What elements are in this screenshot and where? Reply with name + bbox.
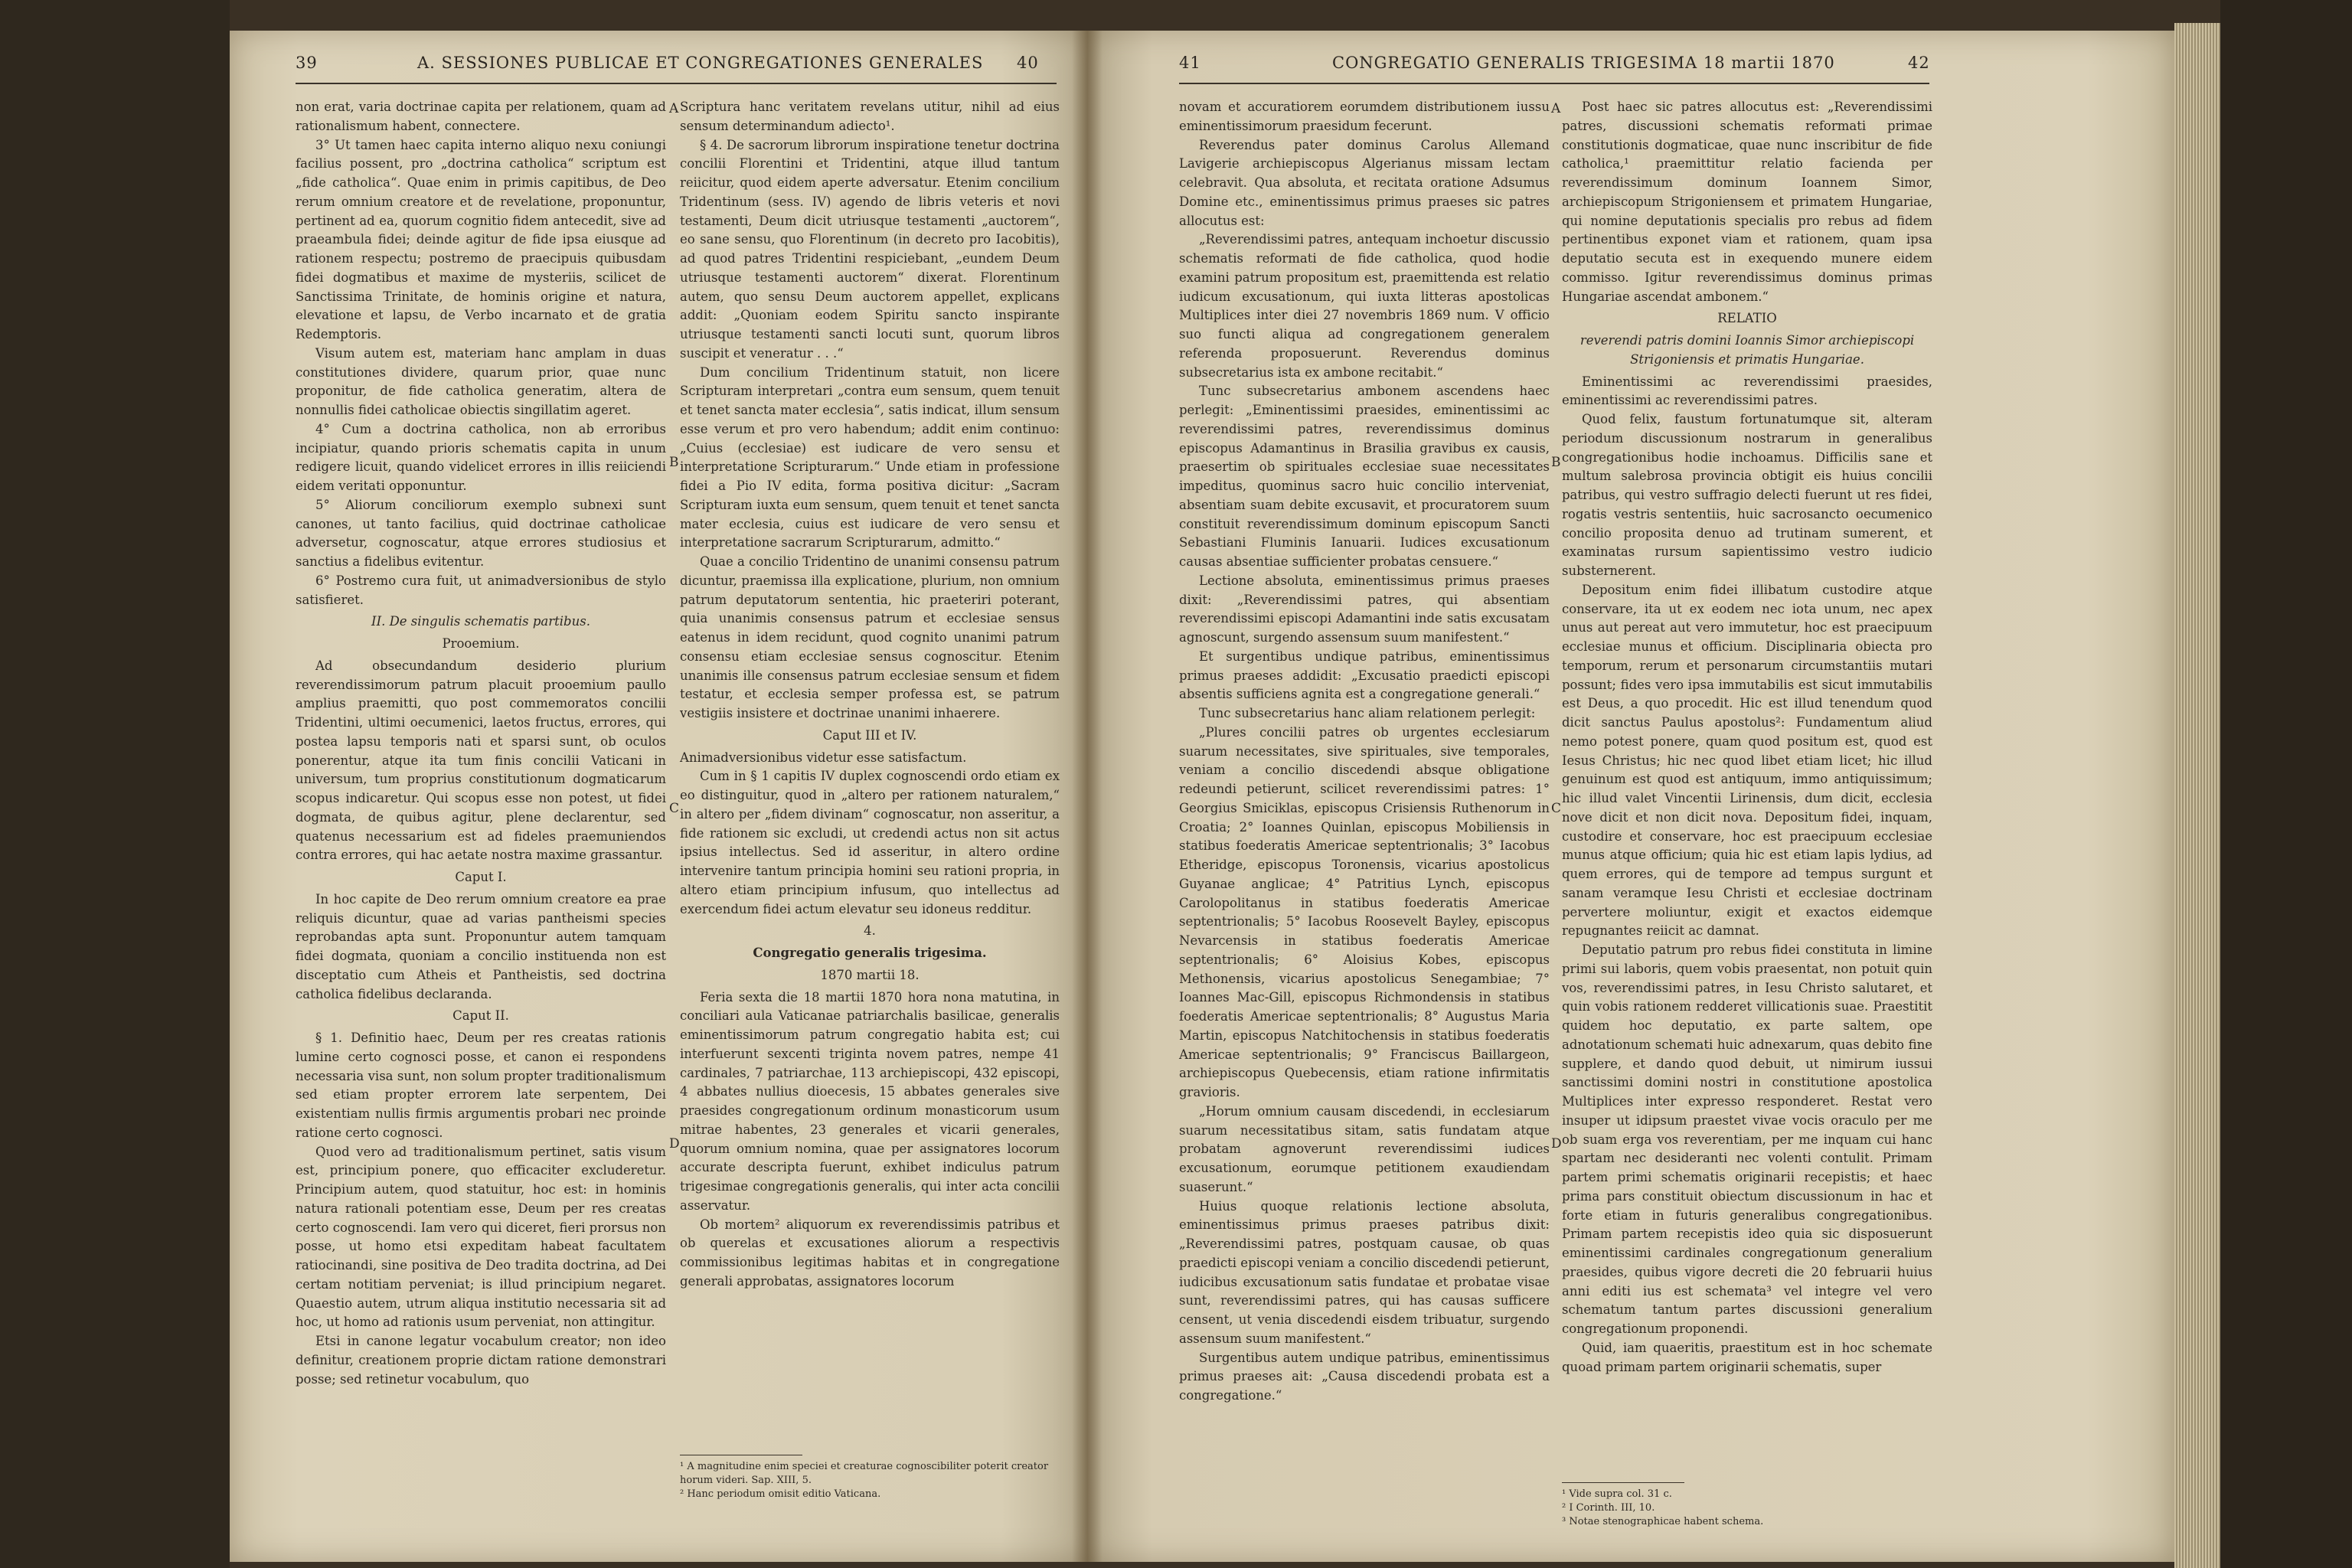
page-edges — [2174, 23, 2220, 1568]
paragraph: Depositum enim fidei illibatum custodire atque conservare, ita ut ex eodem nec iota unum, nec apex unus aut pereat aut vero immutetur, hoc est praecipuum ecclesiae munus et officium. Disciplinaria obiecta pro temporum, rerum et personarum circumstantiis mutari possunt; fides vero ipsa immutabilis est sicut immutabilis est Deus, a quo procedit. Hic est illud tenendum quod dicit sanctus Paulus apostolus²: Fundamentum aliud nemo potest ponere, quam quod positum est, quod est Iesus Christus; hic nec quod libet etiam licet; hic illud genuinum est quod est antiquum, immo antiquissimum; hic illud valet Vincentii Lirinensis, dum dicit, ecclesia nove dicit et non dicit nova. Depositum fidei, inquam, custodire et conservare, hoc est praecipuum ecclesiae munus atque officium; quia hic est etiam lapis lydius, ad quem errores, qui de tempore ad tempus surgunt et sanam veramque Iesu Christi et ecclesiae doctrinam pervertere moliuntur, exigit et exactos eidemque repugnantes reiicit ac damnat. — [1562, 582, 1932, 939]
margin-marker-a-left: A — [669, 101, 679, 116]
paragraph: Tunc subsecretarius ambonem ascendens haec perlegit: „Eminentissimi praesides, eminentissimi ac reverendissimi patres, reverendissimus dominus episcopus Adamantinus in Brasilia gravibus ex causis, praesertim ob spirituales ecclesiae suae necessitates impeditus, quominus sacro huic concilio interveniat, absentiam suam debite excusavit, et procuratorem suum constituit reverendissimum dominum episcopum Sancti Sebastiani Fluminis Ianuarii. Iudices excusationum causas absentiae sufficienter probatas censuere.“ — [1179, 384, 1550, 569]
page-number-40: 40 — [1017, 54, 1039, 72]
paragraph: Deputatio patrum pro rebus fidei constituta in limine primi sui laboris, quem vobis praesentat, non potuit quin vos, reverendissimi patres, in Iesu Christo salutaret, et quin vobis rationem redderet villicationis suae. Praestitit quidem hoc deputatio, ex parte saltem, ope adnotationum schemati huic adnexarum, quas debito fine supplere, et dando quod debuit, ut nimirum iussui sanctissimi domini nostri in constitutione apostolica Multiplices inter expresso responderet. Restat vero insuper ut idipsum praestet vivae vocis oraculo per me ob suam erga vos reverentiam, per me inquam cui hanc spartam nec desideranti nec volenti contulit. Primam partem primi schematis originarii recepistis; et haec prima pars constituit obiectum discussionum in hac et forte etiam in futuris generalibus congregationibus. Primam partem recepistis ideo quia sic disposuerunt eminentissimi cardinales congregationum generalium praesides, quibus vigore decreti die 20 februarii huius anni editi ius est schemata³ vel integre vel vero schematum tantum partes discussioni generalium congregationum proponendi. — [1562, 942, 1932, 1336]
paragraph: In hoc capite de Deo rerum omnium creatore ea prae reliquis dicuntur, quae ad varias pantheismi species reprobandas apta sunt. Proponuntur autem tamquam fidei dogmata, quoniam a concilio instituenda non est disceptatio cum Atheis et Pantheistis, sed doctrina catholica fidelibus declaranda. — [296, 891, 666, 1001]
paragraph: non erat, varia doctrinae capita per relationem, quam ad rationalismum habent, connectere. — [296, 100, 666, 133]
left-page-column-1 — [296, 98, 666, 1499]
paragraph: Et surgentibus undique patribus, eminentissimus primus praeses addidit: „Excusatio praedicti episcopi absentis sufficiens agnita est a congregatione generali.“ — [1179, 648, 1550, 702]
section-heading: Caput III et IV. — [822, 727, 917, 743]
paragraph: „Plures concilii patres ob urgentes ecclesiarum suarum necessitates, sive spirituales, sive temporales, veniam a concilio discedendi absque obligatione redeundi petierunt, scilicet reverendissimi patres: 1° Georgius Smiciklas, episcopus Crisiensis Ruthenorum in Croatia; 2° Ioannes Quinlan, episcopus Mobiliensis in statibus foederatis Americae septentrionalis; 3° Iacobus Etheridge, episcopus Toronensis, vicarius apostolicus Guyanae anglicae; 4° Patritius Lynch, episcopus Carolopolitanus in statibus foederatis Americae septentrionalis; 5° Iacobus Roosevelt Bayley, episcopus Nevarcensis in statibus foederatis Americae septentrionalis; 6° Aloisius Kobes, episcopus Methonensis, vicarius apostolicus Senegambiae; 7° Ioannes Mac-Gill, episcopus Richmondensis in statibus foederatis Americae septentrionalis; 8° Augustus Maria Martin, episcopus Natchitochensis in statibus foederatis Americae septentrionalis; 9° Franciscus Baillargeon, archiepiscopus Quebecensis, etiam ratione infirmitatis gravioris. — [1179, 724, 1550, 1099]
paragraph: 3° Ut tamen haec capita interno aliquo nexu coniungi facilius possent, pro „doctrina catholica“ scriptum est „fide catholica“. Quae enim in primis capitibus, de Deo rerum omnium creatore et de revelatione, proponuntur, pertinent ad ea, quorum cognitio fidem antecedit, sive ad praeambula fidei; deinde agitur de fide ipsa eiusque ad rationem respectu; postremo de praecipuis quibusdam fidei dogmatibus et maxime de mysteriis, scilicet de Sanctissima Trinitate, de hominis origine et natura, elevatione et lapsu, de Verbo incarnato et de gratia Redemptoris. — [296, 137, 666, 341]
margin-marker-c-right: C — [1551, 801, 1562, 816]
page-number-39: 39 — [296, 54, 318, 72]
paragraph: Eminentissimi ac reverendissimi praesides, eminentissimi ac reverendissimi patres. — [1562, 374, 1932, 408]
left-page-footnotes — [680, 1455, 1060, 1501]
book-cover-left — [0, 0, 230, 1568]
paragraph: Ad obsecundandum desiderio plurium reverendissimorum patrum placuit prooemium paullo amplius praemitti, quo post commemoratos concilii Tridentini, ultimi oecumenici, laetos fructus, errores, qui postea lapsu temporis nati et sparsi sunt, ob oculos ponerentur, atque ita tum finis concilii Vaticani in universum, tum proprius constitutionum dogmaticarum scopus indicaretur. Qui scopus esse non potest, ut fidei dogmata, de quibus agitur, plene declarentur, sed quatenus necessarium est ad fideles praemuniendos contra errores, qui hac aetate nostra maxime grassantur. — [296, 658, 666, 863]
right-page-footnotes — [1562, 1482, 1932, 1529]
paragraph: Quod felix, faustum fortunatumque sit, alteram periodum discussionum nostrarum in generalibus congregationibus hodie inchoamus. Difficilis sane et multum salebrosa provincia obtigit eis huius concilii patribus, qui vestro suffragio delecti fuerunt ut res fidei, rogatis vestris sententiis, huic sacrosancto oecumenico concilio proposita denuo ad trutinam sumerent, et examinatas rursum sapientissimo vestro iudicio substernerent. — [1562, 412, 1932, 578]
paragraph: Surgentibus autem undique patribus, eminentissimus primus praeses ait: „Causa discedendi probata est a congregatione.“ — [1179, 1350, 1550, 1403]
margin-marker-c-left: C — [669, 801, 680, 816]
paragraph: Scriptura hanc veritatem revelans utitur, nihil ad eius sensum determinandum adiecto¹. — [680, 100, 1060, 133]
right-page-column-2 — [1562, 98, 1932, 1468]
footnote: ¹ Vide supra col. 31 c. — [1562, 1488, 1672, 1500]
footnote: ² Hanc periodum omisit editio Vaticana. — [680, 1488, 881, 1500]
paragraph: Ob mortem² aliquorum ex reverendissimis patribus et ob querelas et excusationes aliorum a respectivis commissionibus legitimas habitas et in congregatione generali approbatas, assignatores locorum — [680, 1217, 1060, 1289]
header-rule-right — [1179, 83, 1929, 84]
footnote: ³ Notae stenographicae habent schema. — [1562, 1516, 1764, 1527]
paragraph: § 4. De sacrorum librorum inspiratione tenetur doctrina concilii Florentini et Tridentini, atque illud tantum reiicitur, quod eidem aperte adversatur. Etenim concilium Tridentinum (sess. IV) agendo de libris veteris et novi testamenti, Deum dicit utriusque testamenti „auctorem“, eo sane sensu, quo Florentinum (in decreto pro Iacobitis), ad quod patres Tridentini respiciebant, „eundem Deum utriusque testamenti auctorem“ dixerat. Florentinum autem, quo sensu Deum auctorem appellet, explicans addit: „Quoniam eodem Spiritu sancto inspirante utriusque testamenti sancti locuti sunt, quorum libros suscipit et veneratur . . .“ — [680, 137, 1060, 361]
book-cover-right — [2220, 0, 2352, 1568]
paragraph: Quod vero ad traditionalismum pertinet, satis visum est, principium ponere, quo efficaciter excluderetur. Principium autem, quod statuitur, hoc est: in hominis natura rationali potentiam esse, Deum per res creatas certo cognoscendi. Iam vero qui diceret, fieri prorsus non posse, ut homo etsi expeditam habeat facultatem ratiocinandi, sine positiva de Deo tradita doctrina, ad Dei certam notitiam perveniat; is illud principium negaret. Quaestio autem, utrum aliqua institutio necessaria sit ad hoc, ut homo ad rationis usum perveniat, non attingitur. — [296, 1144, 666, 1330]
paragraph: Visum autem est, materiam hanc amplam in duas constitutiones dividere, quarum prior, quae nunc proponitur, de fide catholica generatim, altera de nonnullis fidei catholicae obiectis singillatim ageret. — [296, 345, 666, 417]
section-heading: RELATIO — [1717, 311, 1777, 326]
section-heading: Prooemium. — [442, 636, 520, 651]
margin-marker-b-right: B — [1551, 455, 1561, 470]
margin-marker-d-left: D — [669, 1136, 680, 1152]
paragraph: Cum in § 1 capitis IV duplex cognoscendi ordo etiam ex eo distinguitur, quod in „altero per rationem naturalem,“ in altero per „fidem divinam“ cognoscatur, non asseritur, a fide rationem sic excludi, ut credendi actus non sit actus ipsius intellectus. Sed id asseritur, in altero ordine intervenire tantum principia homini seu rationi propria, in altero etiam principium infusum, quo intellectus ad exercendum fidei actum elevatur seu idoneus redditur. — [680, 769, 1060, 916]
paragraph: Reverendus pater dominus Carolus Allemand Lavigerie archiepiscopus Algerianus missam lectam celebravit. Qua absoluta, et recitata oratione Adsumus Domine etc., eminentissimus primus praeses sic patres allocutus est: — [1179, 137, 1550, 228]
paragraph: Feria sexta die 18 martii 1870 hora nona matutina, in conciliari aula Vaticanae patriarchalis basilicae, generalis eminentissimorum patrum congregatio habita est; cui interfuerunt sexcenti triginta novem patres, nempe 41 cardinales, 7 patriarchae, 113 archiepiscopi, 432 episcopi, 4 abbates nullius dioecesis, 15 abbates generales sive praesides congregationum ordinum monasticorum usum mitrae habentes, 23 generales et vicarii generales, quorum omnium nomina, quae per assignatores locorum accurate descripta fuerunt, exhibet indiculus patrum trigesimae congregationis generalis, qui inter acta concilii asservatur. — [680, 989, 1060, 1213]
page-number-42: 42 — [1908, 54, 1930, 72]
paragraph: Post haec sic patres allocutus est: „Reverendissimi patres, discussioni schematis reformati primae constitutionis dogmaticae, quae nunc inscribitur de fide catholica,¹ praemittitur relatio facienda per reverendissimum dominum Ioannem Simor, archiepiscopum Strigoniensem et primatem Hungariae, qui nomine deputationis specialis pro rebus ad fidem pertinentibus exponet viam et rationem, quam ipsa deputatio secuta est in exequendo munere eidem commisso. Igitur reverendissimus dominus primas Hungariae ascendat ambonem.“ — [1562, 100, 1932, 304]
paragraph: § 1. Definitio haec, Deum per res creatas rationis lumine certo cognosci posse, et canon ei respondens necessaria visa sunt, non solum propter traditionalismum sed etiam propter errorem late serpentem, Dei existentiam nullis firmis argumentis probari nec proinde ratione certo cognosci. — [296, 1031, 666, 1140]
page-number-41: 41 — [1179, 54, 1201, 72]
section-heading: reverendi patris domini Ioannis Simor archiepiscopi Strigoniensis et primatis Hungariae. — [1579, 333, 1915, 367]
margin-marker-a-right: A — [1551, 101, 1561, 116]
section-heading: II. De singulis schematis partibus. — [371, 614, 590, 629]
paragraph: Lectione absoluta, eminentissimus primus praeses dixit: „Reverendissimi patres, qui absentiam reverendissimi episcopi Adamantini inde satis excusatam agnoscunt, surgendo assensum suum manifestent.“ — [1179, 573, 1550, 645]
section-heading: Caput II. — [452, 1008, 509, 1024]
margin-marker-b-left: B — [669, 455, 679, 470]
section-heading: Congregatio generalis trigesima. — [753, 946, 987, 960]
paragraph: Quae a concilio Tridentino de unanimi consensu patrum dicuntur, praemissa illa explicatione, plurium, non omnium patrum deputatorum sententia, hic praeteriri poterant, quia unanimis consensus patrum et ecclesiae sensus eatenus in idem recidunt, quod cognito unanimi patrum consensu etiam ecclesiae sensus cognoscitur. Etenim unanimis ille consensus patrum ecclesiae sensum et fidem testatur, et ecclesia semper professa est, se patrum vestigiis insistere et doctrinae unanimi inhaerere. — [680, 554, 1060, 720]
paragraph: Etsi in canone legatur vocabulum creator; non ideo definitur, creationem proprie dictam ratione demonstrari posse; sed retinetur vocabulum, quo — [296, 1334, 666, 1387]
header-rule-left — [296, 83, 1057, 84]
footnote: ² I Corinth. III, 10. — [1562, 1502, 1655, 1514]
paragraph: novam et accuratiorem eorumdem distributionem iussu eminentissimorum praesidum fecerunt. — [1179, 100, 1550, 133]
paragraph: 6° Postremo cura fuit, ut animadversionibus de stylo satisfieret. — [296, 573, 666, 607]
paragraph: „Horum omnium causam discedendi, in ecclesiarum suarum necessitatibus sitam, satis fundatam atque probatam agnoverunt reverendissimi iudices excusationum, eorumque petitionem exaudiendam suaserunt.“ — [1179, 1103, 1550, 1194]
paragraph: Dum concilium Tridentinum statuit, non licere Scripturam interpretari „contra eum sensum, quem tenuit et tenet sancta mater ecclesia“, satis indicat, illum sensum esse verum et pro vero habendum; addit enim continuo: „Cuius (ecclesiae) est iudicare de vero sensu et interpretatione Scripturarum.“ Unde etiam in professione fidei a Pio IV edita, forma positiva dicitur: „Sacram Scripturam iuxta eum sensum, quem tenuit et tenet sancta mater ecclesia, cuius est iudicare de vero sensu et interpretatione sacrarum Scripturarum, admitto.“ — [680, 364, 1060, 550]
running-head-left: A. SESSIONES PUBLICAE ET CONGREGATIONES GENERALES — [417, 54, 984, 72]
running-head-right: CONGREGATIO GENERALIS TRIGESIMA 18 martii 1870 — [1332, 54, 1835, 72]
right-page-column-1 — [1179, 98, 1550, 1499]
paragraph: Huius quoque relationis lectione absoluta, eminentissimus primus praeses patribus dixit: „Reverendissimi patres, postquam causae, ob quas praedicti episcopi veniam a concilio discedendi petierunt, iudicibus excusationum satis fundatae et probatae visae sunt, reverendissimi patres, qui has causas sufficere censent, ut venia discedendi eisdem tribuatur, surgendo assensum suum manifestent.“ — [1179, 1198, 1550, 1346]
paragraph: „Reverendissimi patres, antequam inchoetur discussio schematis reformati de fide catholica, quod hodie examini patrum propositum est, praemittenda est relatio iudicum excusationum, qui iuxta litteras apostolicas Multiplices inter diei 27 novembris 1869 num. V officio suo functi aliqua ad congregationem generalem referenda proposuerunt. Reverendus dominus subsecretarius ista ex ambone recitabit.“ — [1179, 232, 1550, 380]
paragraph: Quid, iam quaeritis, praestitum est in hoc schemate quoad primam partem originarii schematis, super — [1562, 1340, 1932, 1374]
book-gutter — [1072, 31, 1102, 1562]
section-heading: 1870 martii 18. — [820, 967, 920, 982]
footnote-rule — [1562, 1482, 1684, 1483]
margin-marker-d-right: D — [1551, 1136, 1562, 1152]
paragraph: Animadversionibus videtur esse satisfactum. — [680, 750, 967, 765]
paragraph: 4° Cum a doctrina catholica, non ab erroribus incipiatur, quando prioris schematis capita in unum redigere licuit, quando videlicet errores in illis reiiciendi eidem veritati opponuntur. — [296, 421, 666, 493]
section-heading: Caput I. — [455, 870, 507, 884]
footnote: ¹ A magnitudine enim speciei et creaturae cognoscibiliter poterit creator horum videri. Sap. XIII, 5. — [680, 1461, 1049, 1486]
paragraph: 5° Aliorum conciliorum exemplo subnexi sunt canones, ut tanto facilius, quid doctrinae catholicae adversetur, cognoscatur, atque errores studiosius et sanctius a fidelibus evitentur. — [296, 497, 666, 569]
section-heading: 4. — [864, 923, 876, 939]
paragraph: Tunc subsecretarius hanc aliam relationem perlegit: — [1199, 706, 1536, 720]
left-page-column-2 — [680, 98, 1060, 1415]
